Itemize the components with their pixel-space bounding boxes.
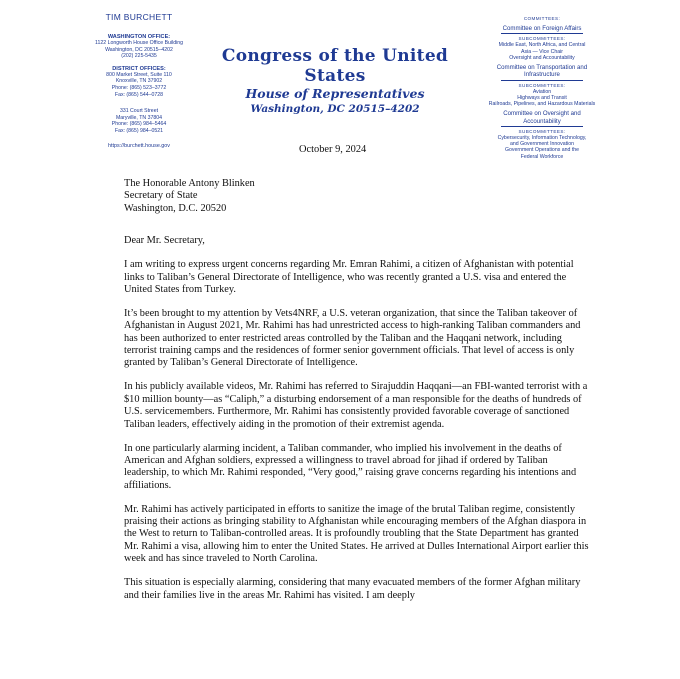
member-info xyxy=(84,12,194,149)
recipient-line: The Honorable Antony Blinken xyxy=(124,178,255,189)
subcommittee-line: Asia — Vice Chair xyxy=(521,48,563,55)
salutation: Dear Mr. Secretary, xyxy=(124,235,205,247)
subcommittees-heading: SUBCOMMITTEES: xyxy=(518,82,566,88)
divider xyxy=(501,80,583,81)
letterhead-address: Washington, DC 20515–4202 xyxy=(250,103,420,115)
district-office-line: Knoxville, TN 37902 xyxy=(115,78,163,85)
recipient-line: Washington, D.C. 20520 xyxy=(124,202,227,214)
letter-body xyxy=(124,178,594,613)
subcommittee-line: Middle East, North Africa, and Central xyxy=(498,42,586,49)
recipient-line: Secretary of State xyxy=(124,190,198,202)
washington-office xyxy=(84,34,194,60)
subcommittee-line: Cybersecurity, Information Technology, xyxy=(497,134,587,141)
letter-date: October 9, 2024 xyxy=(299,144,367,155)
committees-heading: COMMITTEES: xyxy=(523,16,561,21)
member-name: TIM BURCHETT xyxy=(105,12,173,22)
subcommittee-line: Aviation xyxy=(532,88,552,95)
committee-foreign-affairs: Committee on Foreign Affairs xyxy=(502,25,582,32)
recipient-address xyxy=(124,178,594,215)
washington-office-heading: WASHINGTON OFFICE: xyxy=(107,34,171,40)
washington-office-line: Washington, DC 20515–4202 xyxy=(105,46,173,53)
subcommittees-heading: SUBCOMMITTEES: xyxy=(518,36,566,42)
subcommittee-line: Federal Workforce xyxy=(520,153,564,160)
district-office-maryville xyxy=(84,108,194,134)
committees xyxy=(472,16,612,160)
district-office-knoxville xyxy=(84,66,194,98)
district-office-line: Fax: (865) 984–0521 xyxy=(114,127,164,134)
washington-office-line: 1122 Longworth House Office Building xyxy=(94,40,184,46)
committee-transportation: Infrastructure xyxy=(524,71,560,79)
district-office-line: 331 Court Street xyxy=(119,108,159,115)
district-offices-heading: DISTRICT OFFICES: xyxy=(112,65,166,72)
subcommittee-line: Oversight and Accountability xyxy=(509,54,575,61)
paragraph: It’s been brought to my attention by Vets4NRF, a U.S. veteran organization, that since the Taliban takeover of Afghanistan in August 2021, Mr. Rahimi has had unrestricted access to high-ranking Taliban commanders and has been authorized to enter restricted areas controlled by the Taliban and the Haqqani network, including terrorist training camps and the residences of former senior government officials. That level of access is only granted by Taliban’s General Directorate of Intelligence. xyxy=(124,307,581,369)
committee-oversight: Committee on Oversight and xyxy=(503,110,581,118)
subcommittee-line: Government Operations and the xyxy=(504,147,580,154)
paragraph: In one particularly alarming incident, a Taliban commander, who implied his involvement in the deaths of American and Afghan soldiers, expressed a willingness to travel abroad for jihad if ordered by Taliban leadership, to which Mr. Rahimi responded, “Very good,” raising grave concerns regarding his intentions and affiliations. xyxy=(124,442,577,491)
letterhead xyxy=(220,46,450,116)
subcommittee-line: and Government Innovation xyxy=(509,141,575,148)
committee-transportation: Committee on Transportation and xyxy=(496,64,588,72)
paragraph: This situation is especially alarming, considering that many evacuated members of the former Afghan military and their families live in the areas Mr. Rahimi has visited. I am deeply xyxy=(124,577,581,601)
washington-office-line: (202) 225-5435 xyxy=(121,53,157,60)
letterhead-congress: Congress of the United States xyxy=(221,46,449,86)
divider xyxy=(501,126,583,127)
district-office-line: Fax: (865) 544–0728 xyxy=(114,91,164,98)
paragraph: I am writing to express urgent concerns regarding Mr. Emran Rahimi, a citizen of Afghanistan with potential links to Taliban’s General Directorate of Intelligence, who was recently granted a U.S. visa and entered the United States from Turkey. xyxy=(124,259,574,295)
website-link[interactable]: https://burchett.house.gov xyxy=(107,142,171,149)
committee-oversight: Accountability xyxy=(523,117,561,125)
divider xyxy=(501,33,583,34)
paragraph: Mr. Rahimi has actively participated in efforts to sanitize the image of the brutal Taliban regime, consistently praising their actions as bringing stability to Afghanistan while encouraging members of the Afghan diaspora in the West to return to Taliban-controlled areas. It is profoundly troubling that the State Department has granted Mr. Rahimi a visa, allowing him to enter the United States. He arrived at Dulles International Airport earlier this week and has since traveled to North Carolina. xyxy=(124,503,589,565)
district-office-line: Maryville, TN 37804 xyxy=(115,114,163,121)
paragraph: In his publicly available videos, Mr. Rahimi has referred to Sirajuddin Haqqani—an FBI-wanted terrorist with a $10 million bounty—as “Caliph,” a disturbing endorsement of a man responsible for the deaths of hundreds of U.S. servicemembers. Furthermore, Mr. Rahimi has consistently provided favorable coverage of sanctioned Taliban leaders, effectively aiding in the promotion of their extremist agenda. xyxy=(124,381,588,430)
subcommittee-line: Railroads, Pipelines, and Hazardous Materials xyxy=(488,101,596,108)
district-office-line: 800 Market Street, Suite 110 xyxy=(106,71,172,78)
subcommittees-heading: SUBCOMMITTEES: xyxy=(518,128,566,134)
district-office-line: Phone: (865) 523–3772 xyxy=(111,84,167,91)
letterhead-house: House of Representatives xyxy=(245,86,425,101)
subcommittee-line: Highways and Transit xyxy=(517,94,567,101)
district-office-line: Phone: (865) 984–5464 xyxy=(111,121,167,128)
